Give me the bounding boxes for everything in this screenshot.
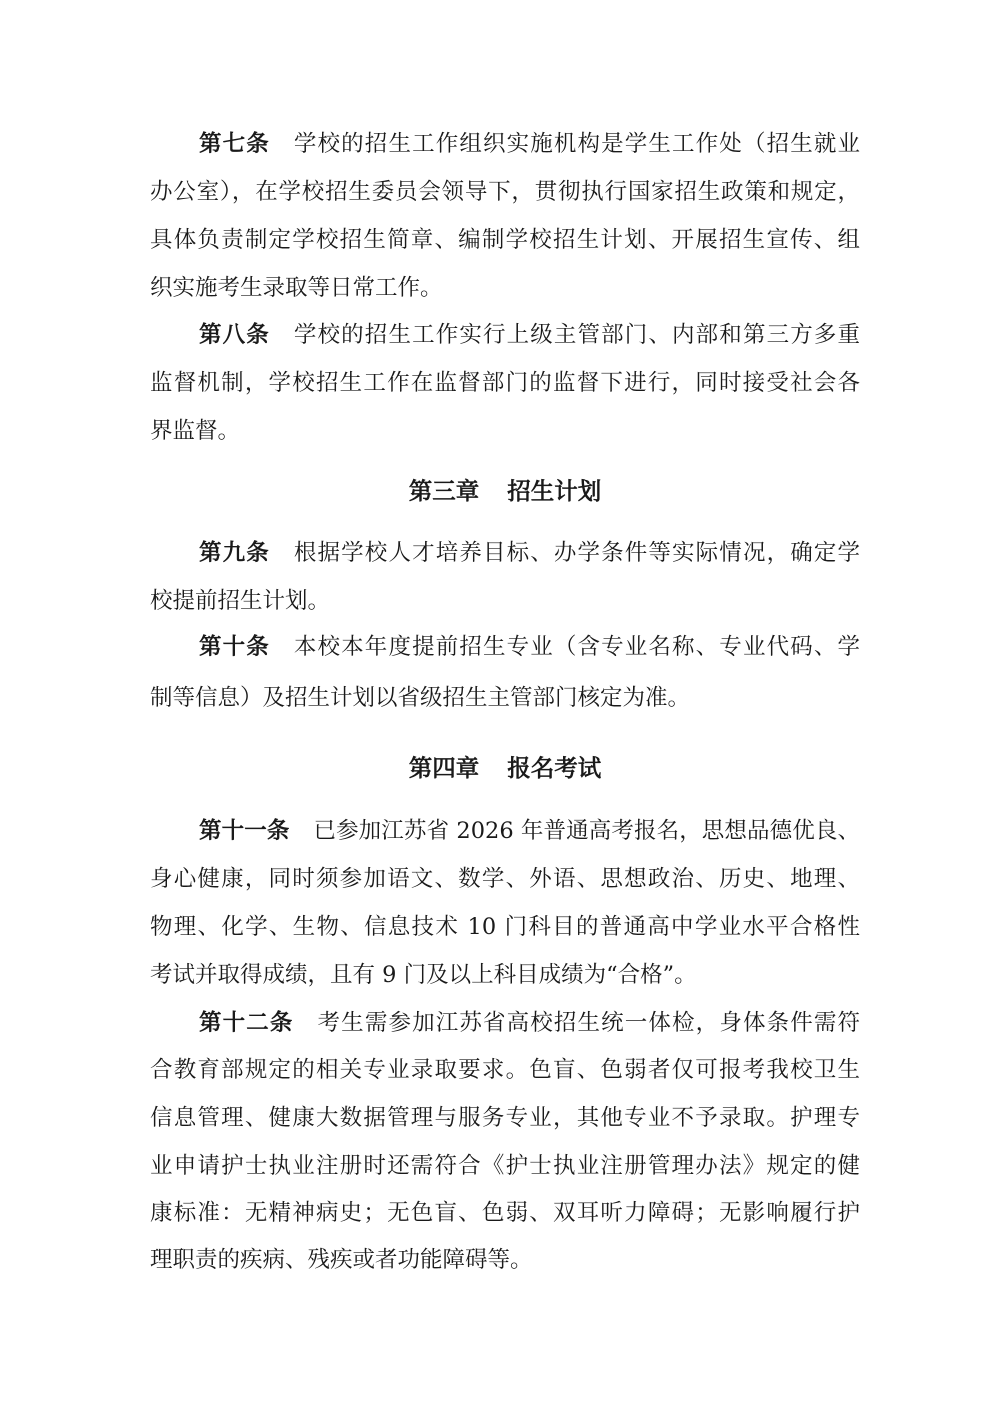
article-line: 身心健康，同时须参加语文、数学、外语、思想政治、历史、地理、 xyxy=(150,866,860,892)
article-line: 第八条 学校的招生工作实行上级主管部门、内部和第三方多重 xyxy=(199,322,860,348)
article-line: 理职责的疾病、残疾或者功能障碍等。 xyxy=(150,1247,533,1273)
article-line: 监督机制，学校招生工作在监督部门的监督下进行，同时接受社会各 xyxy=(150,370,860,396)
chapter-title: 报名考试 xyxy=(507,754,602,782)
article-label: 第七条 xyxy=(199,131,270,157)
chapter-number: 第四章 xyxy=(408,754,480,782)
article-line: 第七条 学校的招生工作组织实施机构是学生工作处（招生就业 xyxy=(199,131,860,157)
article-line: 康标准：无精神病史；无色盲、色弱、双耳听力障碍；无影响履行护 xyxy=(150,1200,860,1226)
article-line: 信息管理、健康大数据管理与服务专业，其他专业不予录取。护理专 xyxy=(150,1105,860,1131)
article-line: 第十二条 考生需参加江苏省高校招生统一体检，身体条件需符 xyxy=(199,1010,860,1036)
article-label: 第十一条 xyxy=(199,818,290,844)
article-line: 第十一条 已参加江苏省 2026 年普通高考报名，思想品德优良、 xyxy=(199,818,860,844)
chapter-heading xyxy=(150,753,860,783)
article-label: 第十条 xyxy=(199,634,270,660)
article-line: 办公室），在学校招生委员会领导下，贯彻执行国家招生政策和规定， xyxy=(150,179,860,205)
article-line: 界监督。 xyxy=(150,418,241,444)
article-label: 第九条 xyxy=(199,540,270,566)
article-line: 第九条 根据学校人才培养目标、办学条件等实际情况，确定学 xyxy=(199,540,860,566)
article-label: 第八条 xyxy=(199,322,270,348)
chapter-title: 招生计划 xyxy=(507,477,602,505)
article-line: 业申请护士执业注册时还需符合《护士执业注册管理办法》规定的健 xyxy=(150,1153,860,1179)
article-label: 第十二条 xyxy=(199,1010,294,1036)
article-line: 具体负责制定学校招生简章、编制学校招生计划、开展招生宣传、组 xyxy=(150,227,860,253)
article-line: 物理、化学、生物、信息技术 10 门科目的普通高中学业水平合格性 xyxy=(150,914,860,940)
article-line: 织实施考生录取等日常工作。 xyxy=(150,275,443,301)
article-line: 校提前招生计划。 xyxy=(150,588,331,614)
article-line: 考试并取得成绩，且有 9 门及以上科目成绩为“合格”。 xyxy=(150,962,697,988)
chapter-number: 第三章 xyxy=(408,477,480,505)
article-line: 合教育部规定的相关专业录取要求。色盲、色弱者仅可报考我校卫生 xyxy=(150,1057,860,1083)
article-line: 第十条 本校本年度提前招生专业（含专业名称、专业代码、学 xyxy=(199,634,860,660)
article-line: 制等信息）及招生计划以省级招生主管部门核定为准。 xyxy=(150,685,691,711)
chapter-heading xyxy=(150,476,860,506)
